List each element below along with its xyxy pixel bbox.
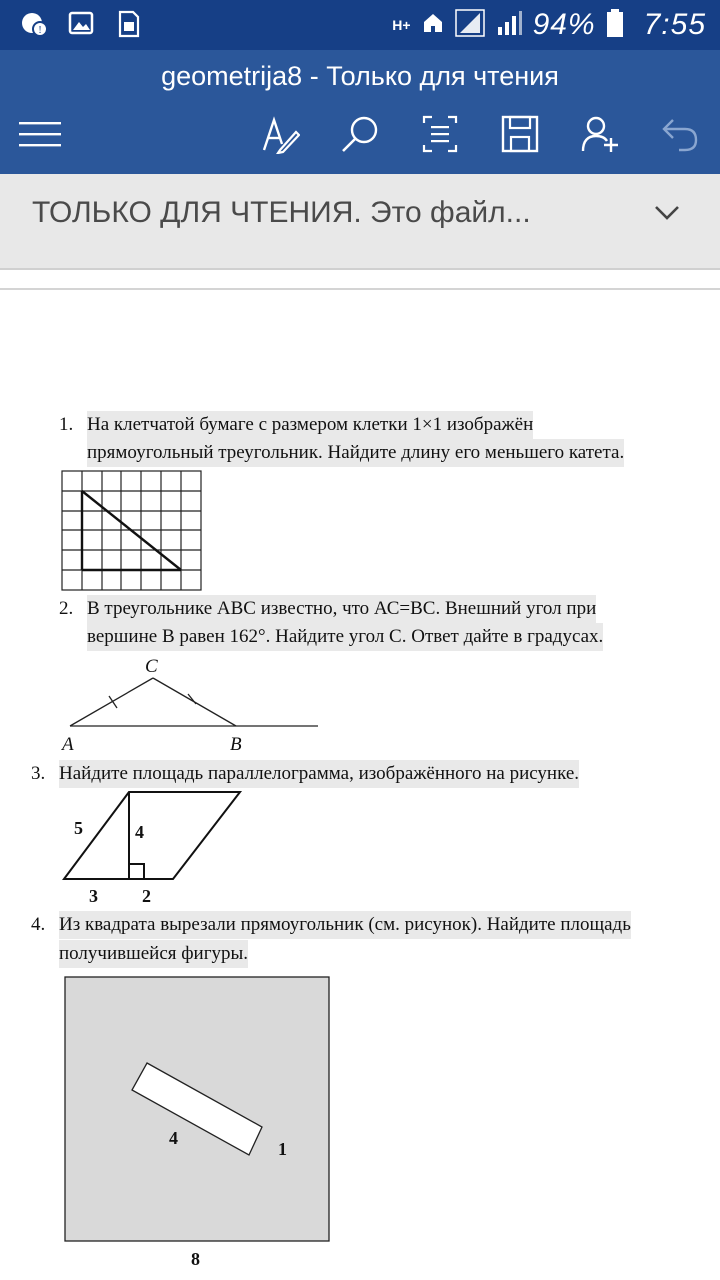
svg-text:!: !	[38, 25, 42, 36]
app-toolbar	[0, 50, 720, 174]
undo-icon[interactable]	[658, 112, 702, 156]
question-text-line: вершине В равен 162°. Найдите угол С. Ответ дайте в градусах.	[87, 623, 603, 651]
question-text-line: На клетчатой бумаге с размером клетки 1×1 изображён	[87, 411, 533, 439]
chevron-down-icon[interactable]	[654, 204, 680, 227]
menu-icon[interactable]	[18, 112, 62, 156]
grid-triangle-figure	[61, 470, 203, 592]
question-text-line: получившейся фигуры.	[59, 940, 248, 968]
sim-card-icon	[118, 10, 140, 43]
signal-icon-sim1	[455, 9, 485, 42]
rect-width-label: 1	[278, 1139, 287, 1159]
vertex-label-c: C	[145, 656, 158, 677]
read-only-banner-text: ТОЛЬКО ДЛЯ ЧТЕНИЯ. Это файл...	[32, 196, 531, 229]
battery-percent: 94%	[532, 8, 596, 41]
signal-icon-sim2	[495, 9, 523, 42]
gallery-icon	[68, 10, 94, 41]
question-number: 2.	[59, 598, 74, 619]
square-side-label: 8	[191, 1249, 200, 1269]
share-person-icon[interactable]	[578, 112, 622, 156]
read-only-banner[interactable]	[0, 174, 720, 270]
document-title: geometrija8 - Только для чтения	[161, 61, 559, 91]
reading-view-icon[interactable]	[418, 112, 462, 156]
rect-length-label: 4	[169, 1128, 178, 1148]
question-text-line: Из квадрата вырезали прямоугольник (см. рисунок). Найдите площадь	[59, 911, 631, 939]
height-label: 4	[135, 822, 144, 842]
question-number: 3.	[31, 763, 46, 784]
isosceles-triangle-figure	[58, 654, 320, 754]
vertex-label-b: B	[230, 734, 242, 754]
save-icon[interactable]	[498, 112, 542, 156]
chat-notification-icon	[20, 10, 48, 43]
status-bar	[0, 0, 720, 50]
question-text-line: Найдите площадь параллелограмма, изображённого на рисунке.	[59, 760, 579, 788]
divider	[0, 288, 720, 290]
home-icon	[421, 11, 445, 40]
parallelogram-figure	[60, 788, 250, 908]
base-left-label: 3	[89, 886, 98, 906]
edit-icon[interactable]	[258, 112, 302, 156]
search-icon[interactable]	[338, 112, 382, 156]
network-type: H+	[392, 17, 411, 33]
square-cutout-figure	[60, 972, 340, 1272]
side-label: 5	[74, 818, 83, 838]
question-number: 1.	[59, 414, 74, 435]
question-number: 4.	[31, 914, 46, 935]
vertex-label-a: A	[62, 734, 74, 754]
battery-icon	[606, 8, 624, 43]
question-text-line: прямоугольный треугольник. Найдите длину его меньшего катета.	[87, 439, 624, 467]
base-right-label: 2	[142, 886, 151, 906]
clock: 7:55	[643, 8, 706, 41]
question-text-line: В треугольнике АВС известно, что АС=ВС. Внешний угол при	[87, 595, 596, 623]
